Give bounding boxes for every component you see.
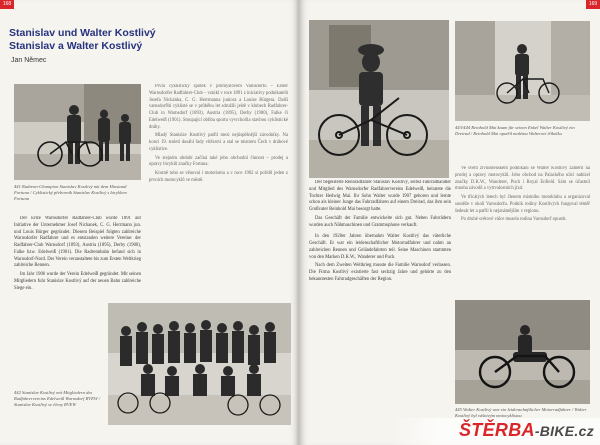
watermark-logo: [459, 420, 594, 441]
photo-442-club-group: [108, 303, 291, 425]
photo-441-cyclists: [14, 84, 141, 180]
paragraph: Im Jahr 1906 wurde der Verein Edelweiß gegründet. Mit seinen Mitgliedern fuhr Stanislav Kostlivý auf der neuen Bahn zahlreiche Siege ein.: [14, 272, 141, 291]
photo-444-man-bicycle: [455, 21, 590, 121]
photo-443-boy-tricycle: [309, 20, 449, 178]
page-number-left: 168: [0, 0, 14, 9]
watermark-banner: [392, 418, 600, 445]
caption-photo-441: 441 Radrenn-Champion Stanislav Kostlivý mit dem Hinstand Fortuna / Cyklistický přeborník Stanislav Kostlivý s bicyklem Fortuna: [14, 184, 127, 201]
paragraph: Po druhé světové válce musela rodina Varnsdorf opustit.: [461, 217, 567, 223]
paragraph: Kromě toho se věnoval i motorismu a v roce 1902 si pořídil jeden z prvních motocyklů ve městě.: [149, 171, 288, 183]
page-title-cz: Stanislav a Walter Kostlivý: [9, 40, 143, 52]
text-column-right-de: [309, 180, 451, 305]
paragraph: Der Erste Warnsdorfer Radfahrer-Club wurde 1891 auf Initiative der Unternehmer Josef Nichanek, C. G. Herrmann jun. und Louis Bürger gegründet. Diesem Beispiel folgten zahlreiche Warnsdorfer Radfahrer und es entstanden weitere Vereine: der Radfahrer-Club Warnsdorf (1893), Austria (1895), Derby (1900), Falke bzw. Edelweiß (1901). Die Radrennbahn befand sich in Warnsdorf-Nord. Der Verein veranstaltete bis zum Ersten Weltkrieg zahlreiche Rennen.: [14, 216, 141, 269]
text-column-left-cz: [149, 84, 288, 302]
photo-445-motorcycle: [455, 300, 590, 404]
text-column-right-cz: [455, 166, 590, 294]
right-page: [300, 0, 600, 445]
paragraph: Der begeisterte Rennradfahrer Stanislav Kostlivý, selbst Fahrradhändler und Mitglied des Warnsdorfer Radfahrervereins Edelweiß, heiratete die Tochter Hedwig Mai. Ihr Sohn Walter wurde 1907 geboren und lernte schon als kleiner Junge das Fahrradfahren auf einem Dreirad, das ihm sein Großvater Reinhold Mai besorgt hatte.: [309, 180, 451, 212]
watermark-sub: -BIKE.cz: [534, 423, 594, 439]
paragraph: Ve svém živnostenském podnikání se Walter Kostlivý zaměřil na prodej a opravy motocyklů. Jeho obchod na Palackého ulici nabízel značky D.K.W., Wanderer, Puch i Royal Enfield. Sám se účastnil mnoha závodů a vytrvalostních jízd.: [455, 166, 590, 192]
text-column-left-de: [14, 216, 141, 302]
paragraph: Mladý Stanislav Kostlivý patřil mezi nejúspěšnější závodníky. Na konci 19. století dosáhl řady vítězství a stal se mistrem Čech v dráhové cyklistice.: [149, 133, 288, 152]
left-page: [0, 0, 298, 445]
watermark-main: ŠTĚRBA: [459, 420, 535, 440]
author-name: Jan Němec: [11, 57, 47, 64]
caption-photo-445: 445 Walter Kostlivý war ein leidenschaftlicher Motorradfahrer / Walter Kostlivý byl vášnivým motocyklistou: [455, 407, 587, 418]
paragraph: Das Geschäft der Familie entwickelte sich gut. Neben Fahrrädern wurden auch Nähmaschinen und Grammophone verkauft.: [309, 215, 451, 228]
paragraph: Ve třicátých letech byl členem místního motoklubu a organizoval soutěže v okolí Varnsdorfu. Podnik rodiny Kostlivých fungoval téměř šedesát let a patřil k nejznámějším v regionu.: [455, 195, 590, 214]
paragraph: První cyklistický spolek v průmyslovém Varnsdorfu – Erster Warnsdorfer Radfahrer-Club – vznikl v roce 1891 z iniciativy podnikatelů Josefa Nichánka, C. G. Herrmanna juniora a Louise Bürgera. Další varnsdorfští cyklisté se v průběhu let sdružili ještě v klubech Radfahrer-Club in Warnsdorf (1893), Austria (1895), Derby (1900), Falke či Edelweiß (1901). Stoupající obliba sportu vyvrcholila stavbou cyklistické dráhy.: [149, 84, 288, 130]
paragraph: Nach dem Zweiten Weltkrieg musste die Familie Warnsdorf verlassen. Die Firma Kostlivý existierte fast sechzig Jahre und gehörte zu den bekanntesten Fahrradgeschäften der Region.: [309, 263, 451, 282]
caption-photo-443-444: 443/444 Reinhold Mai kaum für seinen Enkel Walter Kostlivý ein Dreirad / Reinhold Mai opatřil malému Walterovi tříkolku: [455, 125, 575, 136]
page-number-right: 169: [586, 0, 600, 9]
page-title-de: Stanislav und Walter Kostlivý: [9, 27, 156, 39]
paragraph: In den 1920er Jahren übernahm Walter Kostlivý das väterliche Geschäft. Er war ein leidenschaftlicher Motorradfahrer und nahm an zahlreichen Rennen und Geländefahrten teil. Seine Maschinen stammten von den Marken D.K.W., Wanderer und Puch.: [309, 234, 451, 260]
paragraph: Ve stejném období začíná také jeho obchodní činnost – prodej a opravy bicyklů značky Fortuna.: [149, 155, 288, 168]
caption-photo-442: 442 Stanislav Kostlivý mit Mitgliedern des Radfahrervereins Edelweiß Warnsdorf RVEW / Stanislav Kostlivý se členy RVEW: [14, 390, 101, 407]
